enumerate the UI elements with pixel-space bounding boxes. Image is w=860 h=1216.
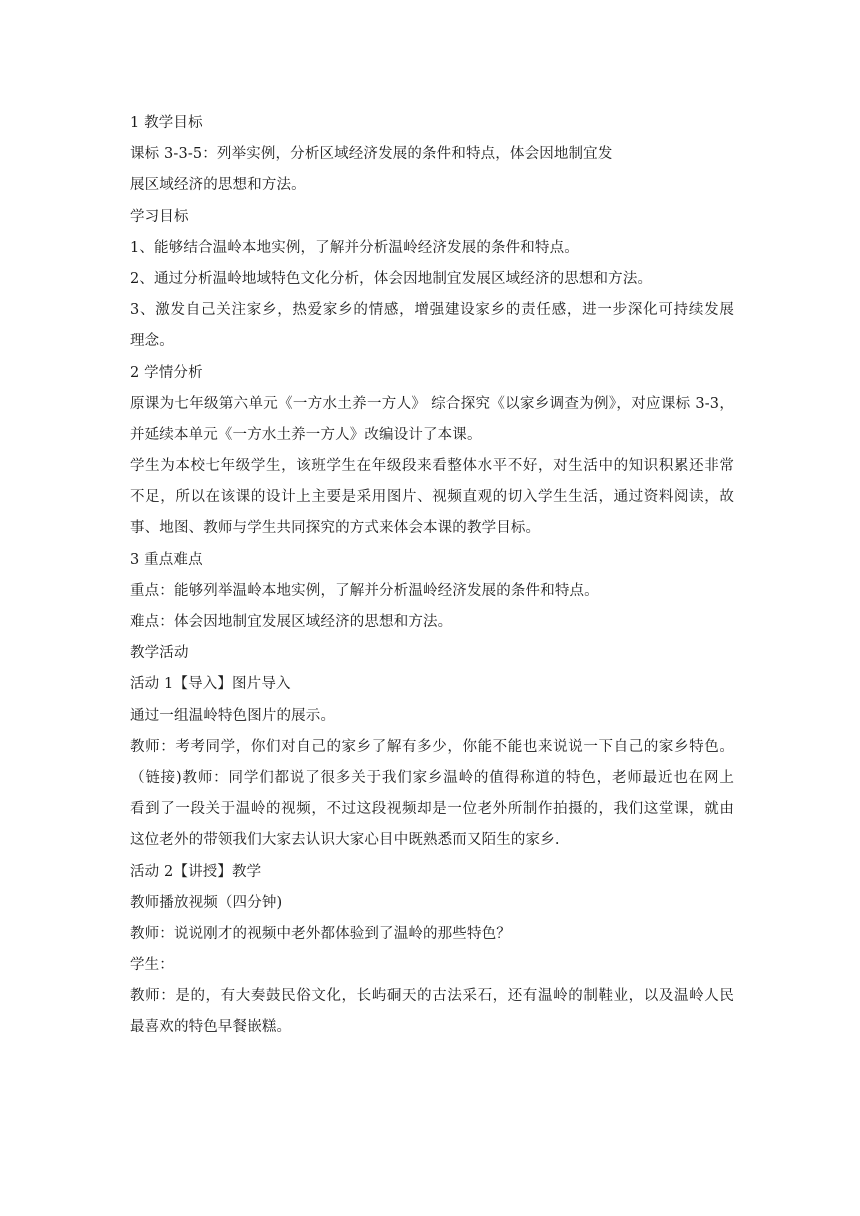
activity-2-student: 学生：	[130, 957, 174, 974]
analysis-para-2-line-2: 不足，所以在该课的设计上主要是采用图片、视频直观的切入学生生活，通过资料阅读，故	[130, 489, 734, 506]
difficult-point: 难点：体会因地制宜发展区域经济的思想和方法。	[130, 614, 453, 630]
activity-1-link-line-1: （链接)教师：同学们都说了很多关于我们家乡温岭的值得称道的特色，老师最近也在网上	[130, 769, 734, 786]
activity-1-teacher-question: 教师：考考同学，你们对自己的家乡了解有多少，你能不能也来说说一下自己的家乡特色。	[130, 738, 734, 755]
heading-learning-goals: 学习目标	[130, 208, 189, 225]
activity-2-teacher-answer-line-1: 教师：是的，有大奏鼓民俗文化，长屿硐天的古法采石，还有温岭的制鞋业，以及温岭人民	[130, 988, 734, 1005]
activity-1-link-line-2: 看到了一段关于温岭的视频，不过这段视频却是一位老外所制作拍摄的，我们这堂课，就由	[130, 801, 734, 818]
learning-goal-1: 1、能够结合温岭本地实例，了解并分析温岭经济发展的条件和特点。	[130, 239, 579, 256]
heading-student-analysis: 2 学情分析	[130, 364, 203, 381]
activity-1-text-1: 通过一组温岭特色图片的展示。	[130, 707, 336, 724]
analysis-para-2-line-3: 事、地图、教师与学生共同探究的方式来体会本课的教学目标。	[130, 520, 541, 537]
activity-2-video: 教师播放视频（四分钟)	[130, 894, 283, 911]
activity-2-teacher-question: 教师：说说刚才的视频中老外都体验到了温岭的那些特色？	[130, 925, 511, 942]
activity-2-teacher-answer-line-2: 最喜欢的特色早餐嵌糕。	[130, 1019, 292, 1036]
activity-1-link-line-3: 这位老外的带领我们大家去认识大家心目中既熟悉而又陌生的家乡.	[130, 832, 560, 849]
heading-teaching-goals: 1 教学目标	[130, 115, 203, 131]
analysis-para-1-line-1: 原课为七年级第六单元《一方水土养一方人》 综合探究《以家乡调查为例》，对应课标 3-3，	[130, 395, 734, 412]
analysis-para-1-line-2: 并延续本单元《一方水土养一方人》改编设计了本课。	[130, 426, 482, 443]
learning-goal-3-line-1: 3、激发自己关注家乡，热爱家乡的情感，增强建设家乡的责任感，进一步深化可持续发展	[130, 302, 734, 319]
activity-1-title: 活动 1【导入】图片导入	[130, 676, 291, 693]
analysis-para-2-line-1: 学生为本校七年级学生，该班学生在年级段来看整体水平不好，对生活中的知识积累还非常	[130, 458, 734, 475]
learning-goal-2: 2、通过分析温岭地域特色文化分析，体会因地制宜发展区域经济的思想和方法。	[130, 270, 653, 287]
curriculum-standard-line-1: 课标 3-3-5：列举实例，分析区域经济发展的条件和特点，体会因地制宜发	[130, 146, 613, 163]
activity-2-title: 活动 2【讲授】教学	[130, 863, 262, 880]
document-body	[130, 108, 734, 1044]
heading-key-difficulties: 3 重点难点	[130, 551, 203, 568]
heading-teaching-activities: 教学活动	[130, 645, 189, 662]
learning-goal-3-line-2: 理念。	[130, 333, 174, 350]
key-point: 重点：能够列举温岭本地实例，了解并分析温岭经济发展的条件和特点。	[130, 582, 599, 599]
curriculum-standard-line-2: 展区域经济的思想和方法。	[130, 177, 306, 194]
